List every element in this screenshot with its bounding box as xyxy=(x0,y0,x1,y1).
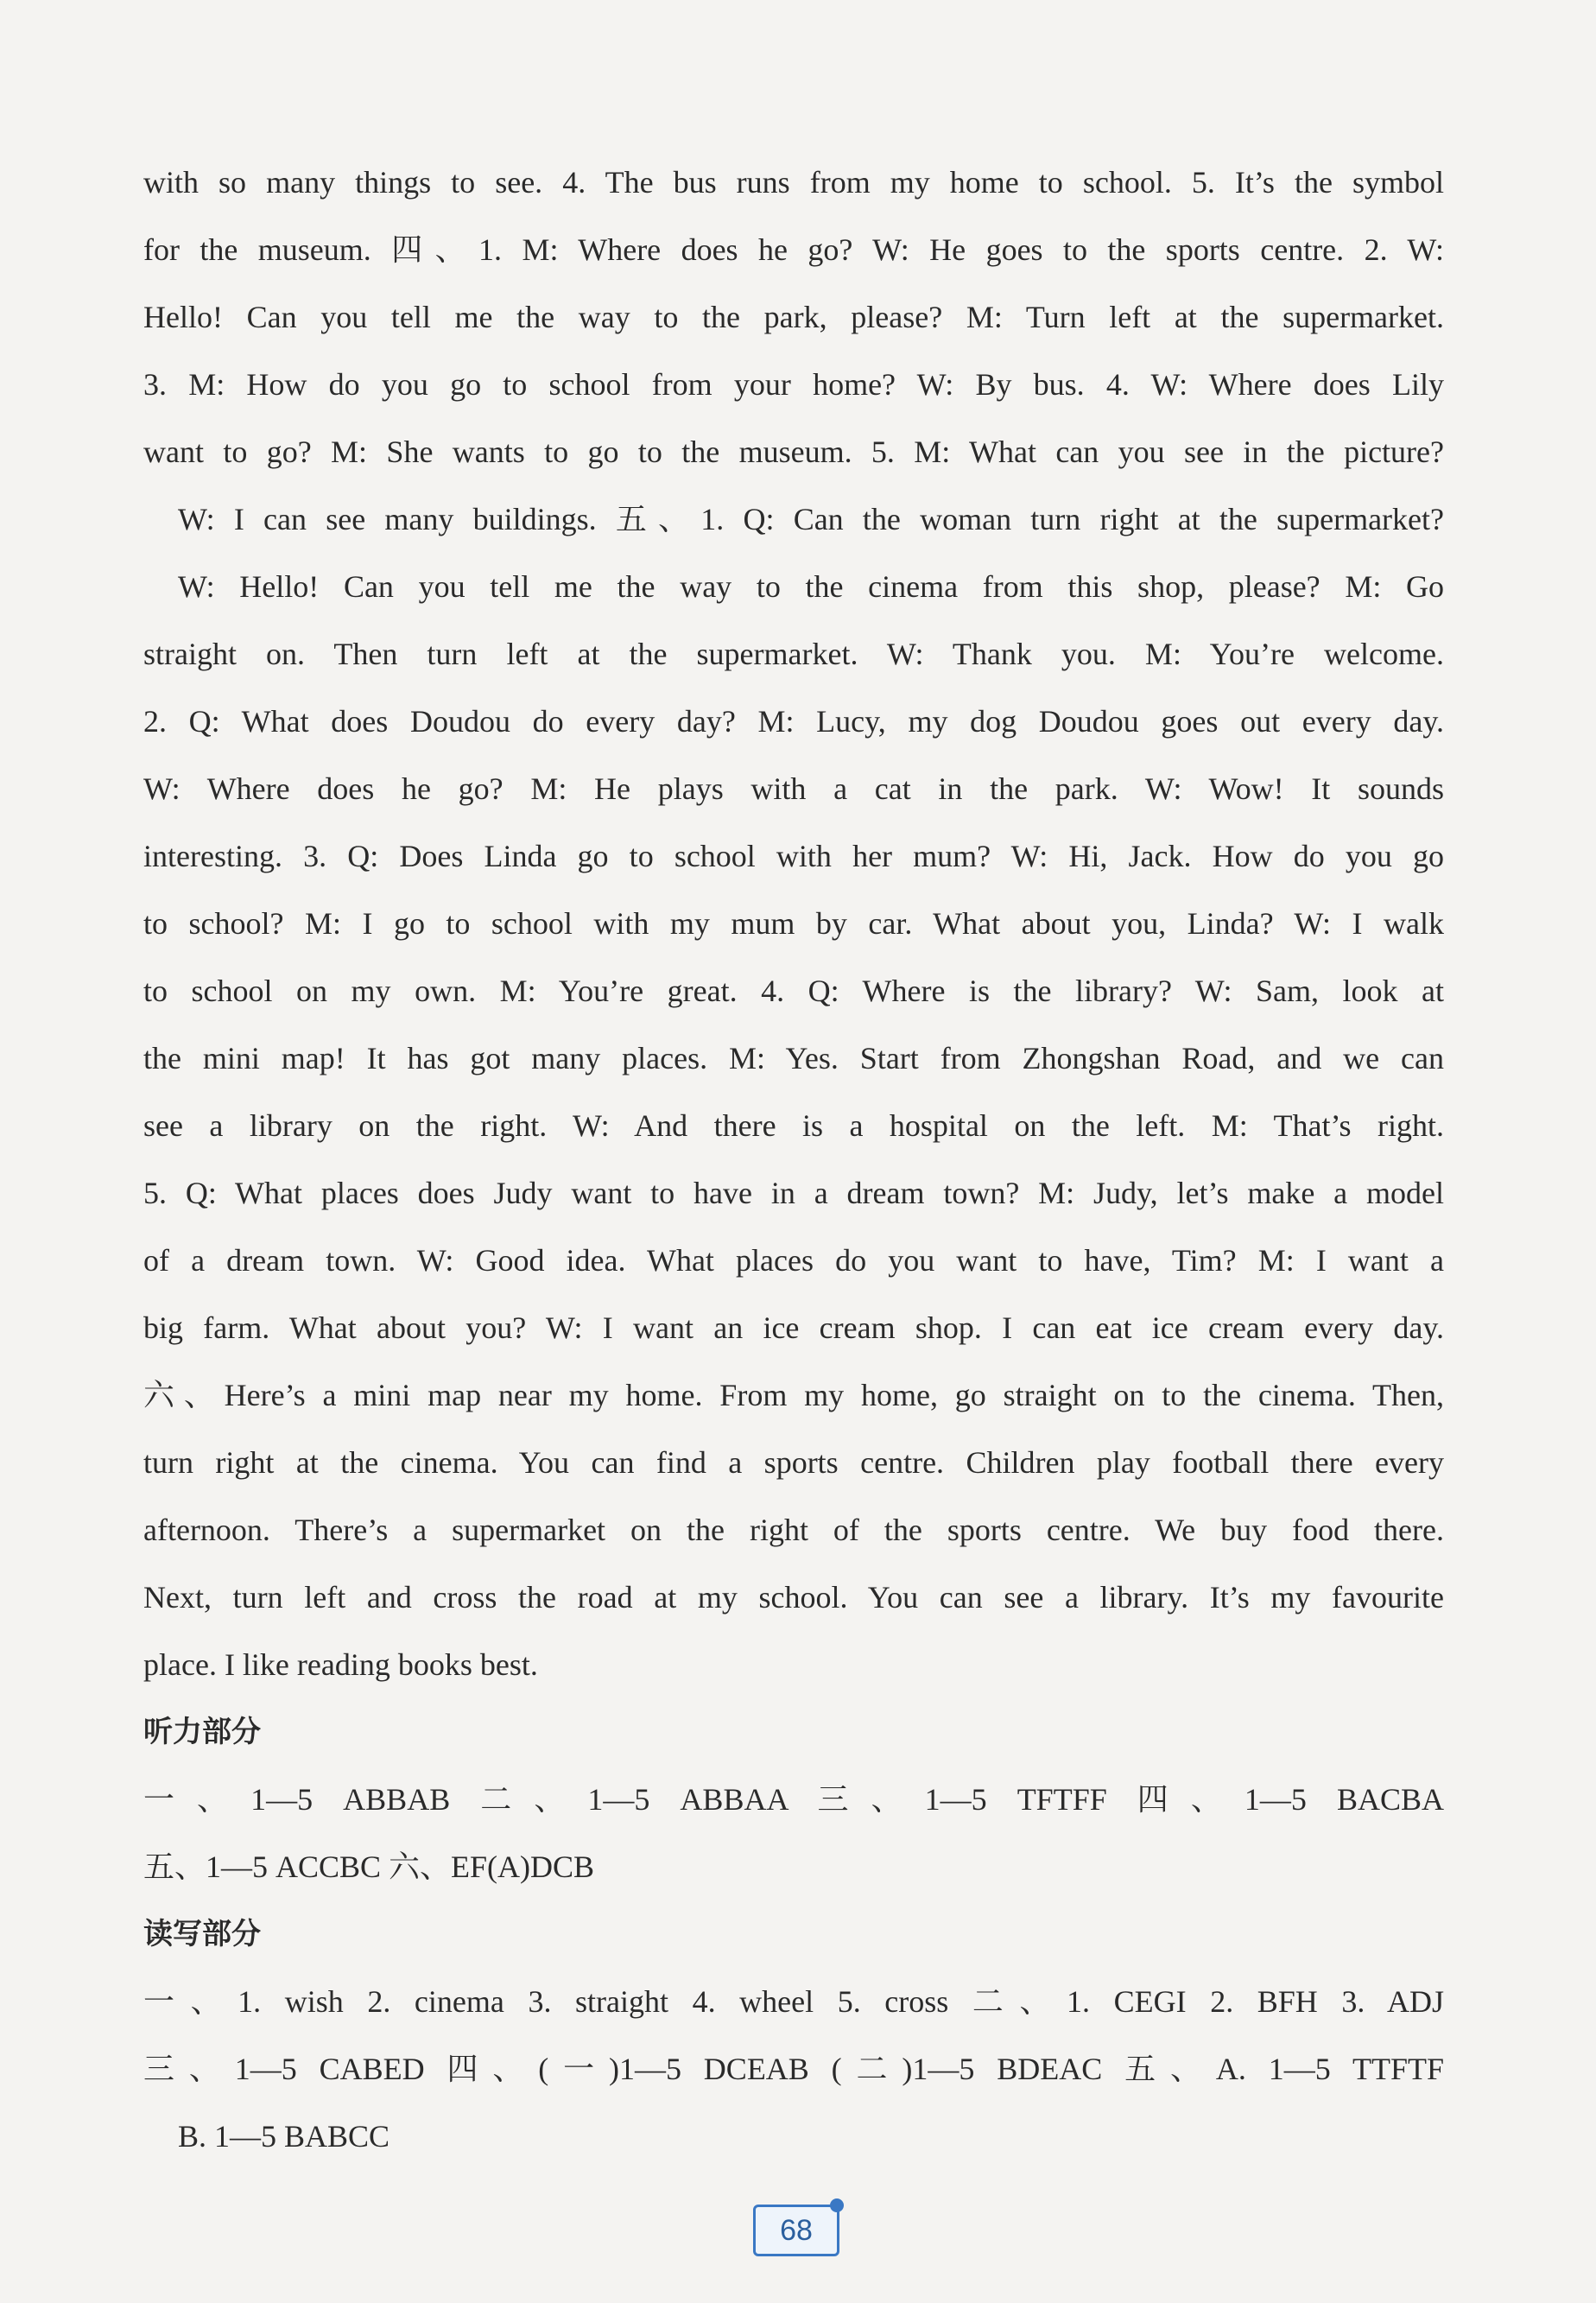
reading-writing-answer-line: 三、1—5 CABED 四、(一)1—5 DCEAB (二)1—5 BDEAC 五、A. 1—5 TTFTF xyxy=(143,2052,1444,2086)
transcript-line: to school on my own. M: You’re great. 4. Q: Where is the library? W: Sam, look at xyxy=(143,974,1444,1008)
transcript-line: 5. Q: What places does Judy want to have in a dream town? M: Judy, let’s make a model xyxy=(143,1176,1444,1210)
transcript-line: with so many things to see. 4. The bus runs from my home to school. 5. It’s the symbol xyxy=(143,165,1444,200)
transcript-line: of a dream town. W: Good idea. What places do you want to have, Tim? M: I want a xyxy=(143,1243,1444,1278)
reading-writing-answer-line: 一、1. wish 2. cinema 3. straight 4. wheel 5. cross 二、1. CEGI 2. BFH 3. ADJ xyxy=(143,1984,1444,2019)
transcript-line: 2. Q: What does Doudou do every day? M: Lucy, my dog Doudou goes out every day. xyxy=(143,704,1444,739)
transcript-line: see a library on the right. W: And there is a hospital on the left. M: That’s right. xyxy=(143,1108,1444,1143)
transcript-line: for the museum. 四、1. M: Where does he go? W: He goes to the sports centre. 2. W: xyxy=(143,232,1444,267)
transcript-line: afternoon. There’s a supermarket on the right of the sports centre. We buy food there. xyxy=(143,1513,1444,1547)
listening-answer-line: 五、1—5 ACCBC 六、EF(A)DCB xyxy=(143,1849,595,1884)
transcript-line: Hello! Can you tell me the way to the park, please? M: Turn left at the supermarket. xyxy=(143,300,1444,334)
page-number xyxy=(753,2205,839,2256)
transcript-line: big farm. What about you? W: I want an ice cream shop. I can eat ice cream every day. xyxy=(143,1310,1444,1345)
transcript-line: 六、Here’s a mini map near my home. From my home, go straight on to the cinema. Then, xyxy=(143,1378,1444,1412)
transcript-line: Next, turn left and cross the road at my school. You can see a library. It’s my favourite xyxy=(143,1580,1444,1615)
transcript-line: to school? M: I go to school with my mum by car. What about you, Linda? W: I walk xyxy=(143,906,1444,941)
page-number-text: 68 xyxy=(780,2214,813,2247)
reading-writing-answer-line: B. 1—5 BABCC xyxy=(178,2119,390,2154)
answer-page xyxy=(143,152,1444,2173)
transcript-line: straight on. Then turn left at the supermarket. W: Thank you. M: You’re welcome. xyxy=(143,637,1444,671)
transcript-line: interesting. 3. Q: Does Linda go to school with her mum? W: Hi, Jack. How do you go xyxy=(143,839,1444,873)
transcript-line: W: I can see many buildings. 五、1. Q: Can the woman turn right at the supermarket? xyxy=(178,502,1444,536)
transcript-line: turn right at the cinema. You can find a sports centre. Children play football there every xyxy=(143,1445,1444,1480)
transcript-line: W: Where does he go? M: He plays with a cat in the park. W: Wow! It sounds xyxy=(143,771,1444,806)
listening-heading: 听力部分 xyxy=(143,1715,261,1749)
transcript-line: want to go? M: She wants to go to the museum. 5. M: What can you see in the picture? xyxy=(143,435,1444,469)
reading-writing-heading: 读写部分 xyxy=(143,1917,261,1951)
page-badge-dot-icon xyxy=(830,2198,844,2212)
listening-answer-line: 一、1—5 ABBAB 二、1—5 ABBAA 三、1—5 TFTFF 四、1—5 BACBA xyxy=(143,1782,1444,1817)
transcript-line: 3. M: How do you go to school from your home? W: By bus. 4. W: Where does Lily xyxy=(143,367,1444,402)
transcript-line: the mini map! It has got many places. M: Yes. Start from Zhongshan Road, and we can xyxy=(143,1041,1444,1075)
transcript-line: place. I like reading books best. xyxy=(143,1647,538,1682)
transcript-line: W: Hello! Can you tell me the way to the cinema from this shop, please? M: Go xyxy=(178,569,1444,604)
